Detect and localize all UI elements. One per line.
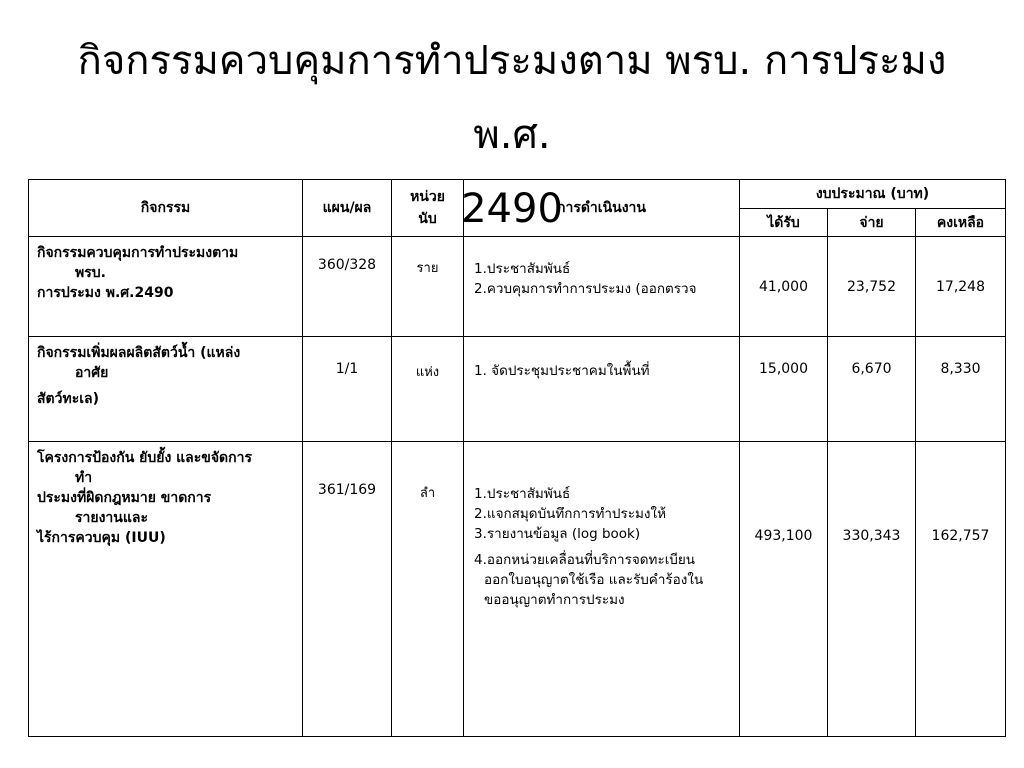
activity-cell	[29, 442, 303, 737]
header-unit-line-1: หน่วย	[410, 189, 445, 205]
header-activity: กิจกรรม	[29, 180, 303, 237]
remaining-cell: 8,330	[916, 337, 1006, 442]
operation-item: 1.ประชาสัมพันธ์	[474, 486, 571, 502]
table-row	[29, 237, 1006, 337]
operation-item: 1. จัดประชุมประชาคมในพื้นที่	[474, 363, 650, 379]
header-operations: การดำเนินงาน	[464, 180, 740, 237]
unit-cell: แห่ง	[392, 337, 464, 442]
table-row	[29, 442, 1006, 737]
activity-line: โครงการป้องกัน ยับยั้ง และขจัดการ	[37, 450, 252, 466]
operation-item: 3.รายงานข้อมูล (log book)	[474, 526, 641, 542]
remaining-cell: 162,757	[916, 442, 1006, 737]
activity-line: กิจกรรมเพิ่มผลผลิตสัตว์น้ำ (แหล่ง	[37, 345, 241, 361]
spent-cell: 330,343	[828, 442, 916, 737]
activity-cell	[29, 337, 303, 442]
header-unit	[392, 180, 464, 237]
activity-line: พรบ.	[75, 265, 106, 281]
received-cell: 15,000	[740, 337, 828, 442]
operation-item: ขออนุญาตทำการประมง	[484, 592, 625, 608]
operation-item: ออกใบอนุญาตใช้เรือ และรับคำร้องใน	[484, 572, 704, 588]
unit-cell: ราย	[392, 237, 464, 337]
activity-line: ทำ	[75, 470, 93, 486]
operations-cell	[464, 337, 740, 442]
spent-cell: 23,752	[828, 237, 916, 337]
table-row	[29, 337, 1006, 442]
activity-line: สัตว์ทะเล)	[37, 391, 100, 407]
activity-line: รายงานและ	[75, 510, 148, 526]
header-plan-result: แผน/ผล	[303, 180, 392, 237]
title-line-2: 2490	[461, 186, 563, 232]
header-budget: งบประมาณ (บาท)	[740, 180, 1006, 209]
header-unit-line-2: นับ	[418, 211, 437, 227]
title-line-1: กิจกรรมควบคุมการทำประมงตาม พรบ. การประมง พ.ศ.	[77, 38, 947, 158]
header-remaining: คงเหลือ	[916, 209, 1006, 237]
received-cell: 41,000	[740, 237, 828, 337]
header-spent: จ่าย	[828, 209, 916, 237]
activity-line: อาศัย	[75, 365, 109, 381]
received-cell: 493,100	[740, 442, 828, 737]
activity-line: การประมง พ.ศ.2490	[37, 285, 174, 301]
activity-line: ประมงที่ผิดกฎหมาย ขาดการ	[37, 490, 212, 506]
spent-cell: 6,670	[828, 337, 916, 442]
header-row-1	[29, 180, 1006, 209]
unit-cell: ลำ	[392, 442, 464, 737]
operation-item: 1.ประชาสัมพันธ์	[474, 261, 571, 277]
activity-cell	[29, 237, 303, 337]
plan-result-cell: 1/1	[303, 337, 392, 442]
header-received: ได้รับ	[740, 209, 828, 237]
activity-line: กิจกรรมควบคุมการทำประมงตาม	[37, 245, 239, 261]
operation-item: 2.ควบคุมการทำการประมง (ออกตรวจ	[474, 281, 697, 297]
plan-result-cell: 361/169	[303, 442, 392, 737]
operations-cell	[464, 237, 740, 337]
plan-result-cell: 360/328	[303, 237, 392, 337]
budget-table	[28, 179, 1006, 737]
operations-cell	[464, 442, 740, 737]
activity-line: ไร้การควบคุม (IUU)	[37, 530, 166, 546]
operation-item: 4.ออกหน่วยเคลื่อนที่บริการจดทะเบียน	[474, 552, 696, 568]
operation-item: 2.แจกสมุดบันทึกการทำประมงให้	[474, 506, 666, 522]
remaining-cell: 17,248	[916, 237, 1006, 337]
